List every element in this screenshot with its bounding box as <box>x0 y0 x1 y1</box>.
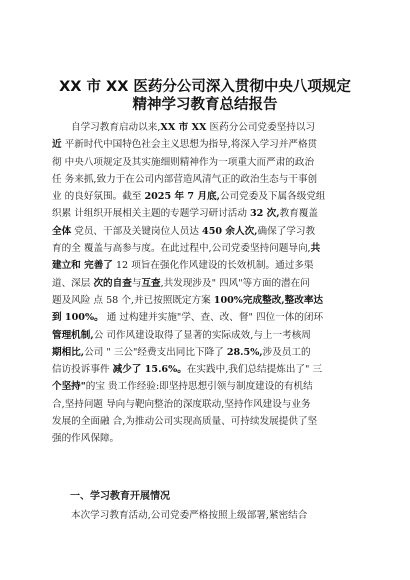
bold-text-run: 期相比, <box>52 346 85 358</box>
document-title-line-2: 精神学习教育总结报告 <box>132 97 278 113</box>
paragraph-line <box>52 205 364 222</box>
document-title-line-1: XX 市 XX 医药分公司深入贯彻中央八项规定 <box>59 79 351 95</box>
paragraph-line <box>52 327 364 344</box>
bold-text-run: 近 <box>52 139 62 151</box>
text-run: 党员、干部及关键岗位人员达 <box>71 225 203 237</box>
text-run: 12 项旨在强化作风建设的长效机制。通过多渠 <box>112 260 314 272</box>
paragraph-line <box>52 309 364 326</box>
paragraph-line <box>52 275 364 292</box>
text-run: 彻 中央八项规定及其实施细则精神作为一项重大而严肃的政治 <box>52 156 315 168</box>
text-run: 平新时代中国特色社会主义思想为指导,将深入学习并严格贯 <box>61 139 318 151</box>
text-run: 任 务来抓,致力于在公司内部营造风清气正的政治生态与干事创 <box>52 173 318 185</box>
paragraph-line <box>52 188 364 205</box>
text-run: 公 司作风建设取得了显著的实际成效,与上一考核周 <box>93 329 311 341</box>
summary-paragraph <box>52 119 364 448</box>
text-run: 涉及员工的 <box>262 346 311 358</box>
text-run: 医药分公司党委坚持以习 <box>206 122 316 133</box>
text-run: 公司党委及下属各级党组 <box>219 191 326 203</box>
paragraph-line <box>52 154 364 171</box>
bold-text-run: 32 次, <box>249 208 280 220</box>
text-run: 题及风险 点 58 个,并已按照既定方案 <box>52 294 214 306</box>
bold-text-run: 28.5%, <box>226 346 263 358</box>
text-run: 织累 计组织开展相关主题的专题学习研讨活动 <box>52 208 250 220</box>
bold-text-run: 到 100%。 <box>52 312 104 324</box>
paragraph-line <box>52 119 364 136</box>
bold-text-run: 次的自查 <box>93 277 132 289</box>
text-run: 合,坚持问题 导向与靶向整治的深度联动,坚持作风建设与业务 <box>52 398 311 410</box>
text-run: 育的全 覆盖与高参与度。在此过程中,公司党委坚持问题导向, <box>52 243 311 255</box>
paragraph-line <box>52 396 364 413</box>
text-run: 通 过构建并实施"学、查、改、督" 四位一体的闭环 <box>103 312 324 324</box>
bold-text-run: 100%完成整改,整改率达 <box>213 294 324 306</box>
text-run: 在实践中,我们总结提炼出了" 三 <box>186 364 323 376</box>
text-run: 公司 " 三公"经费支出同比下降了 <box>84 346 227 358</box>
text-run: 强的作风保障。 <box>52 433 120 445</box>
text-run: 的宝 贵工作经验:即坚持思想引领与制度建设的有机结 <box>85 381 313 393</box>
text-run: 业 的良好氛围。截至 <box>52 191 145 203</box>
text-run: 与 <box>131 277 142 289</box>
bold-text-run: 全体 <box>52 225 72 237</box>
paragraph-line <box>52 378 364 395</box>
text-run: ,共发现涉及" 四风"等方面的潜在问 <box>160 277 310 289</box>
paragraph-line <box>52 344 364 361</box>
bold-text-run: 共 <box>310 243 321 255</box>
paragraph-line <box>52 240 364 257</box>
paragraph-line <box>52 292 364 309</box>
bold-text-run: 建立和 完善了 <box>52 260 113 272</box>
section-paragraph <box>52 507 364 524</box>
paragraph-line <box>52 136 364 153</box>
bold-text-run: 减少了 15.6%。 <box>112 364 187 376</box>
paragraph-line <box>52 223 364 240</box>
text-run: 确保了学习教 <box>257 225 316 237</box>
text-run: 道、深层 <box>52 277 94 289</box>
paragraph-line <box>52 361 364 378</box>
bold-text-run: XX 市 XX <box>160 122 207 133</box>
bold-text-run: 管理机制, <box>52 329 94 341</box>
text-run: 发展的全面融 合,为推动公司实现高质量、可持续发展提供了坚 <box>52 416 318 428</box>
bold-text-run: 2025 年 7 月底, <box>144 191 220 203</box>
paragraph-line <box>52 430 364 447</box>
bold-text-run: 450 余人次, <box>202 225 258 237</box>
paragraph-line <box>52 413 364 430</box>
text-run: 信访投诉事件 <box>52 364 113 376</box>
paragraph-line: 本次学习教育活动,公司党委严格按照上级部署,紧密结合 <box>71 510 308 521</box>
text-run: 教育覆盖 <box>279 208 318 220</box>
paragraph-line <box>52 171 364 188</box>
bold-text-run: 个坚持" <box>52 381 86 393</box>
paragraph-line <box>52 257 364 274</box>
section-heading: 一、学习教育开展情况 <box>70 491 170 502</box>
text-run: 自学习教育启动以来, <box>71 122 161 133</box>
bold-text-run: 互查 <box>141 277 161 289</box>
